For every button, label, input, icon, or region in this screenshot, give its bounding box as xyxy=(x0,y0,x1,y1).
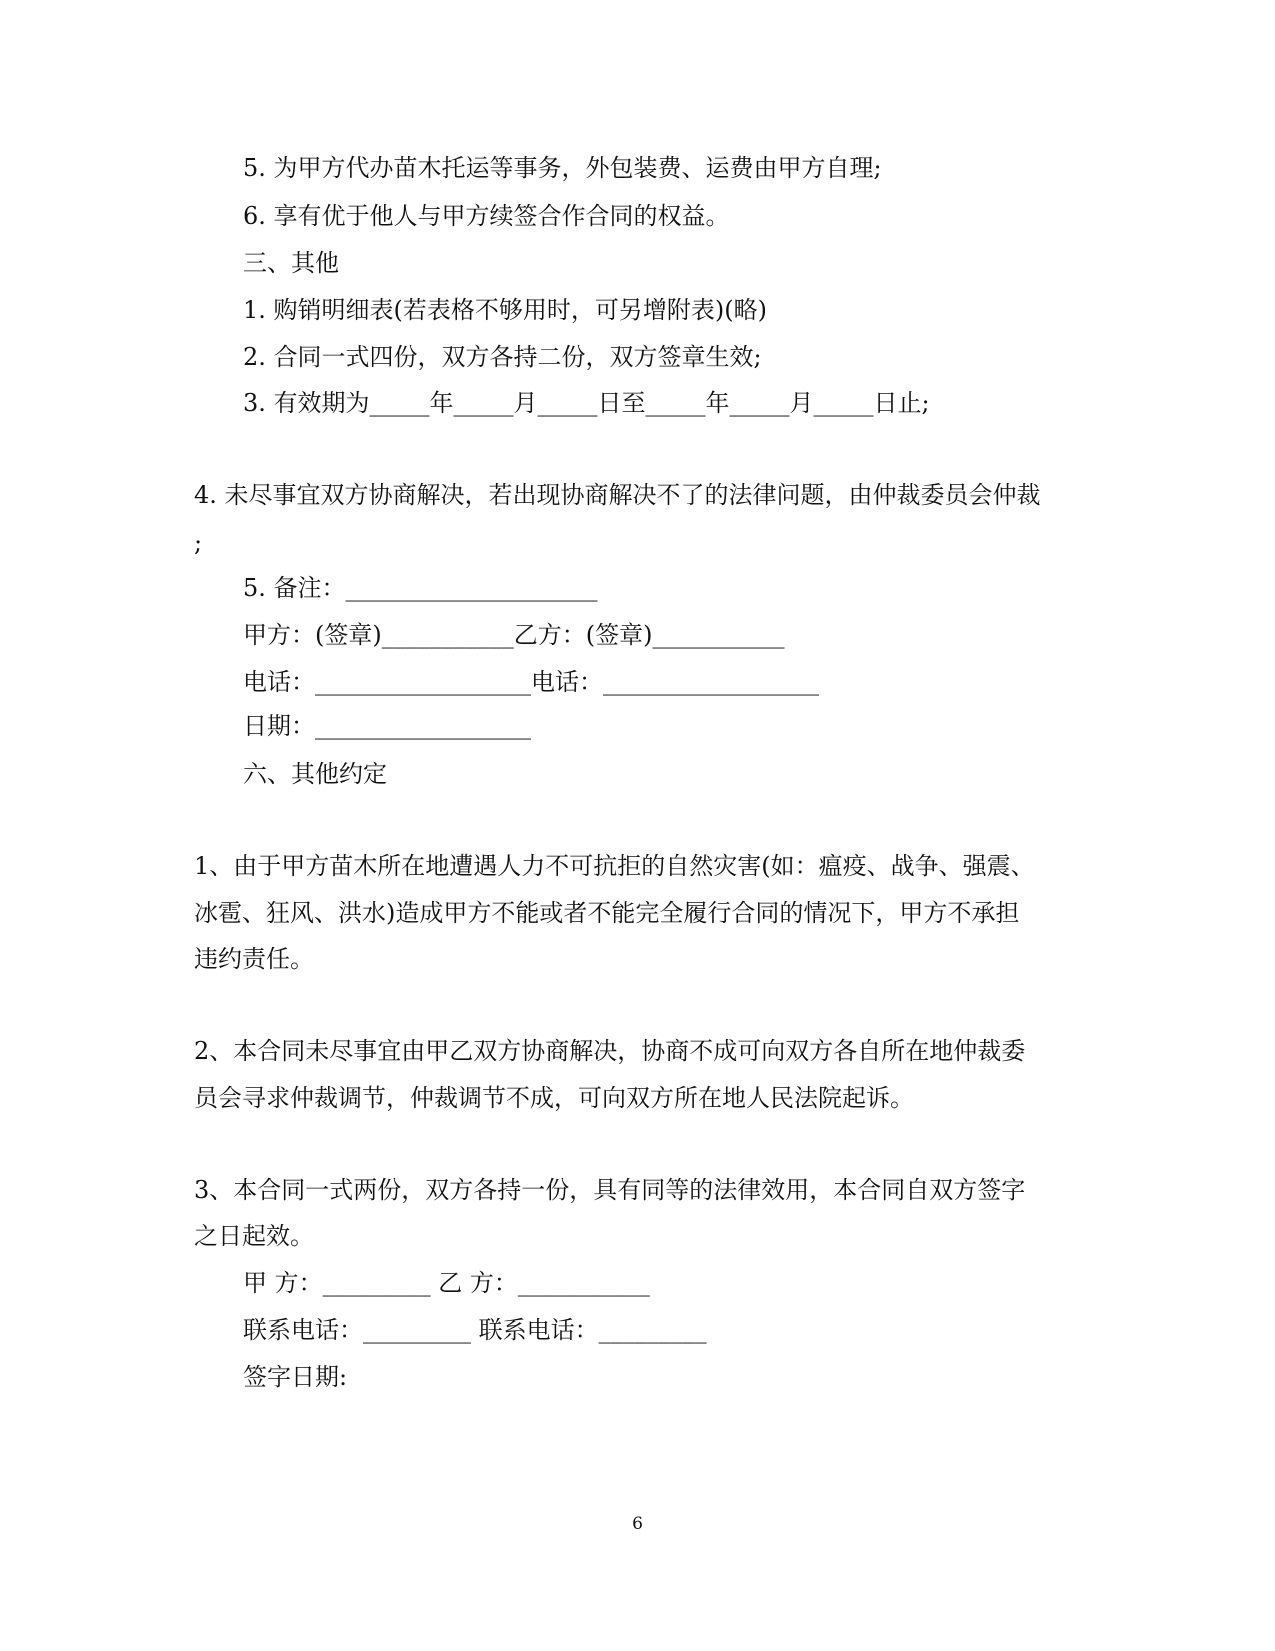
section-heading: 三、其他 xyxy=(243,249,339,277)
text-line: 联系电话：_________ 联系电话：_________ xyxy=(243,1316,707,1344)
text-line: 甲 方：_________ 乙 方：___________ xyxy=(243,1269,650,1297)
text-line: 冰雹、狂风、洪水)造成甲方不能或者不能完全履行合同的情况下，甲方不承担 xyxy=(194,899,1020,927)
text-line: 2、本合同未尽事宜由甲乙双方协商解决，协商不成可向双方各自所在地仲裁委 xyxy=(194,1037,1026,1065)
text-line: 5. 为甲方代办苗木托运等事务，外包装费、运费由甲方自理; xyxy=(243,154,882,182)
text-line: 员会寻求仲裁调节，仲裁调节不成，可向双方所在地人民法院起诉。 xyxy=(194,1084,914,1112)
text-line: 3、本合同一式两份，双方各持一份，具有同等的法律效用，本合同自双方签字 xyxy=(194,1176,1026,1204)
text-line: 3. 有效期为_____年_____月_____日至_____年_____月_____日止; xyxy=(243,389,930,417)
text-line: 1、由于甲方苗木所在地遭遇人力不可抗拒的自然灾害(如：瘟疫、战争、强震、 xyxy=(194,852,1035,880)
text-line: 日期：__________________ xyxy=(243,712,531,740)
text-line: 之日起效。 xyxy=(194,1222,314,1250)
text-line: 6. 享有优于他人与甲方续签合作合同的权益。 xyxy=(243,202,730,230)
text-line: 签字日期: xyxy=(243,1363,348,1391)
text-line: 2. 合同一式四份，双方各持二份，双方签章生效; xyxy=(243,343,762,371)
text-line: 违约责任。 xyxy=(194,945,314,973)
text-line: 4. 未尽事宜双方协商解决，若出现协商解决不了的法律问题，由仲裁委员会仲裁 xyxy=(194,481,1041,509)
text-line: ; xyxy=(194,529,203,557)
page-number: 6 xyxy=(632,1514,643,1534)
section-heading: 六、其他约定 xyxy=(243,760,387,788)
text-line: 5. 备注：_____________________ xyxy=(243,574,598,602)
text-line: 电话：__________________电话：__________________ xyxy=(243,668,819,696)
text-line: 1. 购销明细表(若表格不够用时，可另增附表)(略) xyxy=(243,296,767,324)
text-line: 甲方：(签章)___________乙方：(签章)___________ xyxy=(243,621,785,649)
